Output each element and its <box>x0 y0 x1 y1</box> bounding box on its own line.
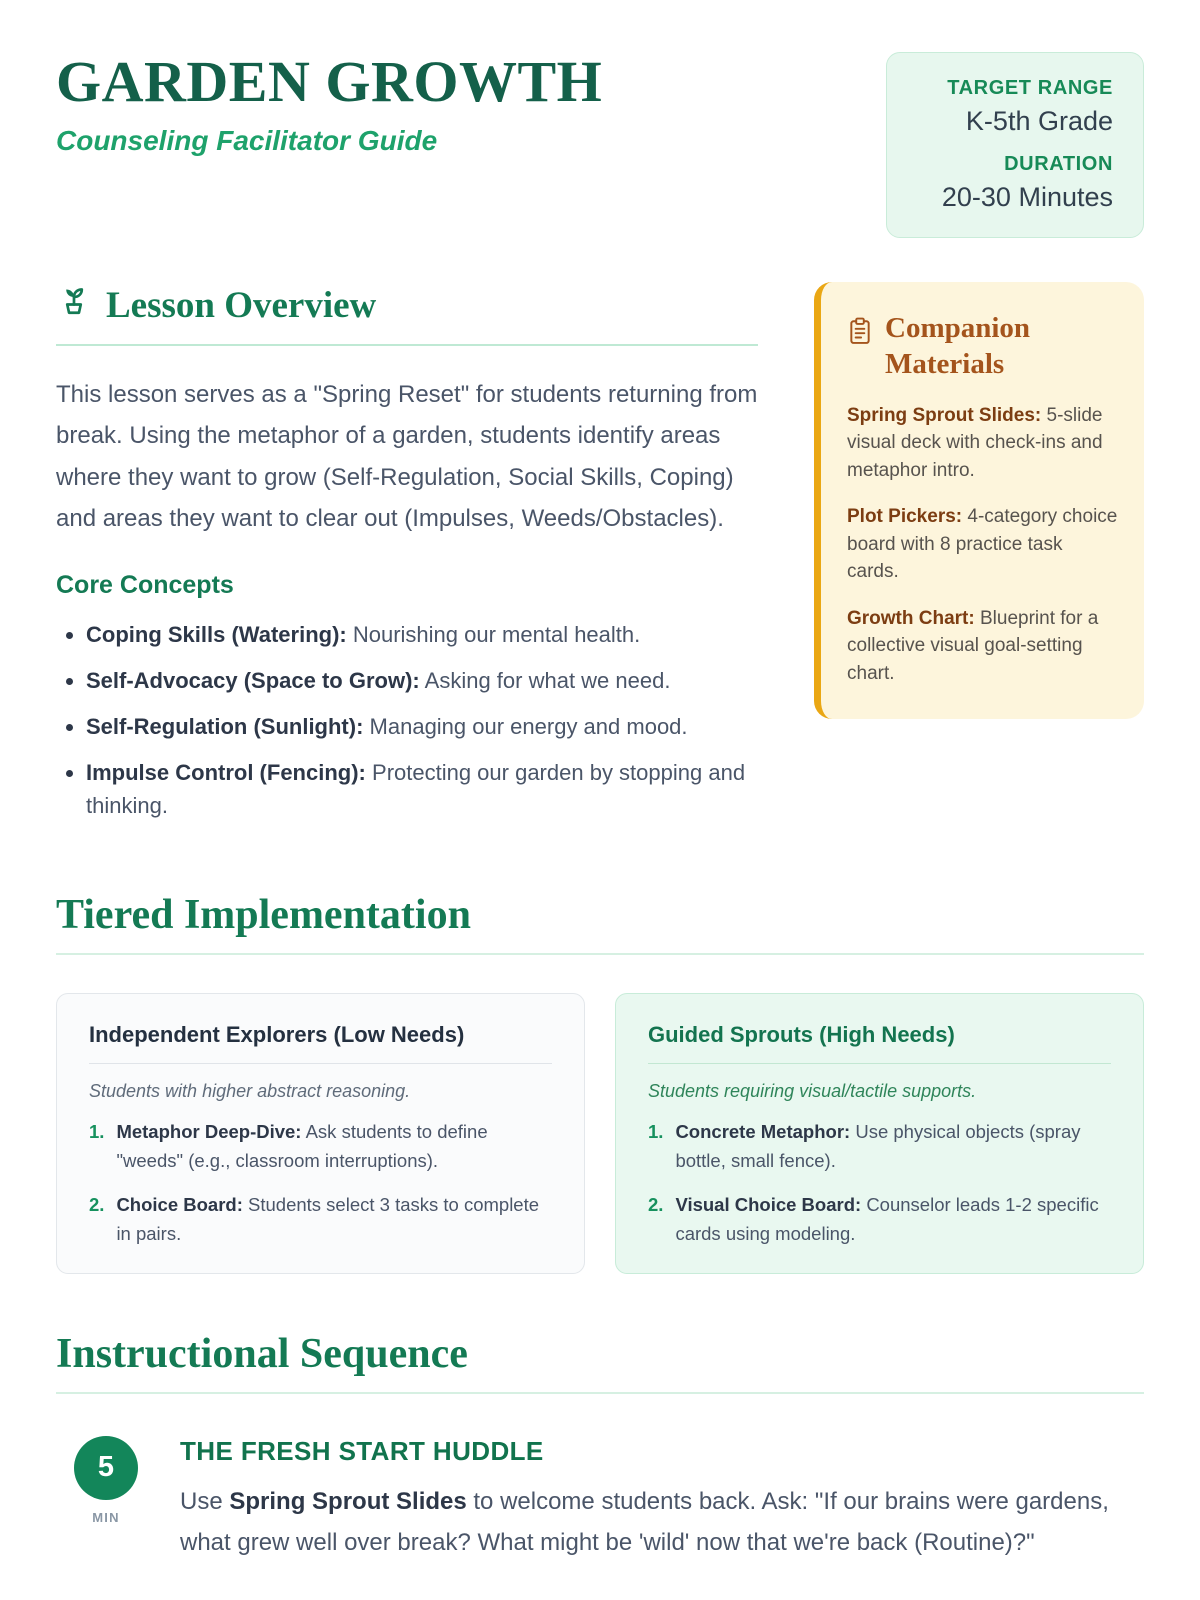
bullet-label: Self-Regulation (Sunlight): <box>86 714 364 740</box>
item-number: 2. <box>648 1194 664 1216</box>
step-content <box>180 1436 1144 1564</box>
lesson-overview-paragraph: This lesson serves as a "Spring Reset" for students returning from break. Using the metaphor of a garden, students identify areas where they want to grow (Self-Regulation, Social Skills, Coping) and areas they want to clear out (Impulses, Weeds/Obstacles). <box>56 381 758 532</box>
item-text <box>675 1191 1111 1248</box>
material-item <box>847 605 1118 688</box>
material-text: Blueprint for a collective visual goal-setting chart. <box>847 607 1099 684</box>
info-box <box>886 52 1144 238</box>
item-label: Metaphor Deep-Dive: <box>116 1121 302 1143</box>
duration-label: DURATION <box>1004 153 1113 175</box>
material-text: 4-category choice board with 8 practice task cards. <box>847 506 1118 583</box>
item-text <box>116 1118 552 1175</box>
lesson-overview-section <box>56 282 758 835</box>
item-label: Choice Board: <box>116 1194 243 1216</box>
target-range-value: K-5th Grade <box>965 106 1113 136</box>
title-block <box>56 49 603 157</box>
item-number: 1. <box>648 1121 664 1143</box>
material-label: Plot Pickers: <box>847 506 963 528</box>
instructional-sequence-heading: Instructional Sequence <box>56 1330 1144 1394</box>
card-list <box>89 1118 552 1249</box>
page-title: GARDEN GROWTH <box>56 49 603 114</box>
bullet-text: Nourishing our mental health. <box>352 622 641 648</box>
header <box>56 49 1144 238</box>
list-item <box>86 618 758 651</box>
item-body: Use physical objects (spray bottle, small fence). <box>675 1121 1081 1171</box>
bullet-label: Coping Skills (Watering): <box>86 622 347 648</box>
card-item <box>89 1191 552 1248</box>
material-label: Growth Chart: <box>847 607 975 629</box>
card-subtitle: Students with higher abstract reasoning. <box>89 1081 411 1102</box>
duration-value: 20-30 Minutes <box>941 182 1113 212</box>
tiered-cards <box>56 993 1144 1274</box>
target-range-label: TARGET RANGE <box>947 77 1113 99</box>
companion-materials-heading-text: Companion Materials <box>885 312 1031 381</box>
card-item <box>89 1118 552 1175</box>
item-body: Ask students to define "weeds" (e.g., classroom interruptions). <box>116 1121 488 1171</box>
item-label: Visual Choice Board: <box>675 1194 862 1216</box>
item-text <box>116 1191 552 1248</box>
material-item <box>847 402 1118 485</box>
sequence-step-1 <box>56 1436 1144 1564</box>
core-concepts-list <box>56 618 758 822</box>
bullet-label: Impulse Control (Fencing): <box>86 760 366 786</box>
step-text-bold: Spring Sprout Slides <box>229 1487 467 1515</box>
bullet-text: Managing our energy and mood. <box>369 714 688 740</box>
card-list <box>648 1118 1111 1249</box>
page-subtitle: Counseling Facilitator Guide <box>56 124 438 156</box>
lesson-overview-heading <box>56 282 758 346</box>
step-text-post: to welcome students back. Ask: "If our brains were gardens, what grew well over break? What might be 'wild' now that we're back (Routine)?" <box>180 1487 1109 1557</box>
card-title: Independent Explorers (Low Needs) <box>89 1022 552 1064</box>
main-columns <box>56 282 1144 835</box>
card-subtitle: Students requiring visual/tactile supports. <box>648 1081 977 1102</box>
bullet-label: Self-Advocacy (Space to Grow): <box>86 668 420 694</box>
step-minutes: 5 <box>74 1436 138 1500</box>
bullet-text: Asking for what we need. <box>424 668 671 694</box>
companion-materials-panel <box>814 282 1144 719</box>
step-text <box>180 1481 1144 1564</box>
item-number: 1. <box>89 1121 105 1143</box>
step-title: THE FRESH START HUDDLE <box>180 1435 544 1466</box>
core-concepts-heading: Core Concepts <box>56 571 234 600</box>
item-label: Concrete Metaphor: <box>675 1121 851 1143</box>
tiered-implementation-heading: Tiered Implementation <box>56 891 1144 955</box>
material-label: Spring Sprout Slides: <box>847 404 1042 426</box>
clipboard-icon <box>847 316 873 355</box>
step-text-pre: Use <box>180 1487 230 1515</box>
card-title: Guided Sprouts (High Needs) <box>648 1022 1111 1064</box>
bullet-text: Protecting our garden by stopping and thinking. <box>86 760 746 819</box>
list-item <box>86 664 758 697</box>
lesson-overview-heading-text: Lesson Overview <box>106 284 377 326</box>
card-guided-sprouts <box>615 993 1144 1274</box>
card-item <box>648 1118 1111 1175</box>
item-number: 2. <box>89 1194 105 1216</box>
list-item <box>86 756 758 822</box>
card-item <box>648 1191 1111 1248</box>
item-text <box>675 1118 1111 1175</box>
item-body: Counselor leads 1-2 specific cards using modeling. <box>675 1194 1099 1245</box>
material-item <box>847 503 1118 586</box>
companion-materials-heading <box>847 310 1118 383</box>
sprout-icon <box>56 282 92 328</box>
item-body: Students select 3 tasks to complete in pairs. <box>116 1194 540 1245</box>
card-independent-explorers <box>56 993 585 1274</box>
list-item <box>86 710 758 743</box>
step-duration-badge <box>74 1436 138 1564</box>
material-text: 5-slide visual deck with check-ins and metaphor intro. <box>847 404 1103 481</box>
step-min-label: MIN <box>92 1509 120 1525</box>
